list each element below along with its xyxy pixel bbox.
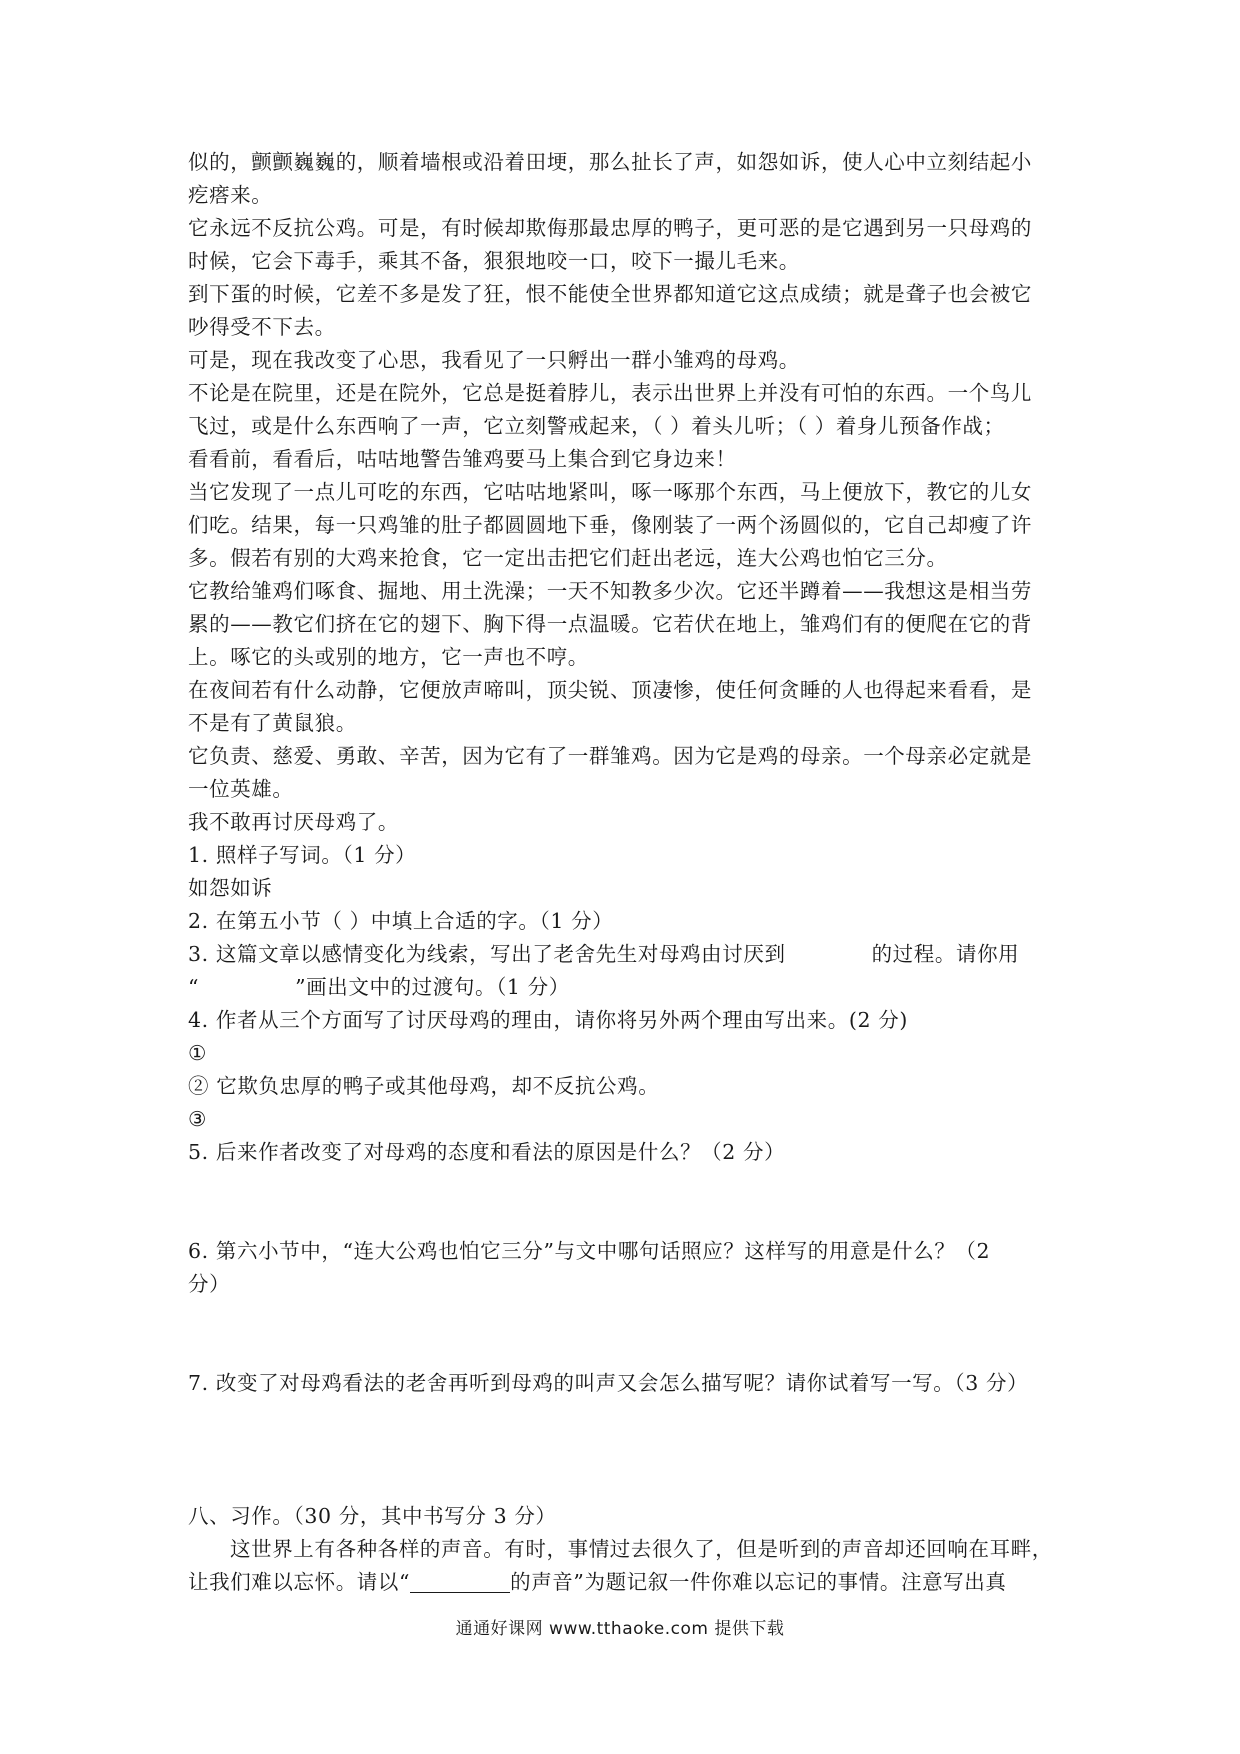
question-6: 6. 第六小节中，“连大公鸡也怕它三分”与文中哪句话照应？这样写的用意是什么？（2 (188, 1239, 991, 1263)
open-quote: “ (188, 975, 200, 999)
question-3-text: 3. 这篇文章以感情变化为线索，写出了老舍先生对母鸡由讨厌到 (188, 942, 786, 966)
composition-prompt-line: 这世界上有各种各样的声音。有时，事情过去很久了，但是听到的声音却还回响在耳畔， (230, 1537, 1053, 1561)
questions (188, 839, 1060, 1500)
question-3-line-2 (188, 971, 1060, 1004)
question-7: 7. 改变了对母鸡看法的老舍再听到母鸡的叫声又会怎么描写呢？请你试着写一写。（3 分） (188, 1371, 1029, 1395)
passage-line: 它教给雏鸡们啄食、掘地、用土洗澡；一天不知教多少次。它还半蹲着——我想这是相当劳 (188, 579, 1032, 603)
question-3 (188, 938, 1060, 971)
question-3-text-end: ”画出文中的过渡句。（1 分） (295, 975, 570, 999)
question-4: 4. 作者从三个方面写了讨厌母鸡的理由，请你将另外两个理由写出来。(2 分) (188, 1008, 908, 1032)
question-4-option-1: ① (188, 1041, 207, 1065)
passage-line: 多。假若有别的大鸡来抢食，它一定出击把它们赶出老远，连大公鸡也怕它三分。 (188, 546, 948, 570)
answer-area[interactable] (188, 1169, 1060, 1235)
exam-page (188, 146, 1060, 1599)
passage-line: 当它发现了一点儿可吃的东西，它咕咕地紧叫，啄一啄那个东西，马上便放下，教它的儿女 (188, 480, 1032, 504)
passage-line: 它永远不反抗公鸡。可是，有时候却欺侮那最忠厚的鸭子，更可恶的是它遇到另一只母鸡的 (188, 216, 1032, 240)
passage-line: 它负责、慈爱、勇敢、辛苦，因为它有了一群雏鸡。因为它是鸡的母亲。一个母亲必定就是 (188, 744, 1032, 768)
page-footer: 通通好课网 www.tthaoke.com 提供下载 (455, 1619, 785, 1639)
passage-line: 在夜间若有什么动静，它便放声啼叫，顶尖锐、顶凄惨，使任何贪睡的人也得起来看看，是 (188, 678, 1032, 702)
question-5: 5. 后来作者改变了对母鸡的态度和看法的原因是什么？（2 分） (188, 1140, 786, 1164)
passage-line: 不是有了黄鼠狼。 (188, 711, 357, 735)
composition-prompt-line (188, 1566, 1060, 1599)
composition-heading: 八、习作。（30 分，其中书写分 3 分） (188, 1504, 557, 1528)
question-6-cont: 分） (188, 1272, 231, 1296)
composition-prompt-text-cont: 的声音”为题记叙一件你难以忘记的事情。注意写出真 (510, 1570, 1007, 1594)
answer-area[interactable] (188, 1400, 1060, 1500)
passage-line: 飞过，或是什么东西响了一声，它立刻警戒起来，（ ）着头儿听；（ ）着身儿预备作战； (188, 414, 1005, 438)
question-3-text-cont: 的过程。请你用 (871, 942, 1020, 966)
passage-line: 一位英雄。 (188, 777, 294, 801)
composition-prompt-text: 让我们难以忘怀。请以“ (188, 1570, 411, 1594)
question-1: 1. 照样子写词。（1 分） (188, 843, 417, 867)
question-4-option-3: ③ (188, 1107, 207, 1131)
question-2: 2. 在第五小节（ ）中填上合适的字。（1 分） (188, 909, 614, 933)
passage-line: 看看前，看看后，咕咕地警告雏鸡要马上集合到它身边来！ (188, 447, 737, 471)
passage-line: 们吃。结果，每一只鸡雏的肚子都圆圆地下垂，像刚装了一两个汤圆似的，它自己却瘦了许 (188, 513, 1032, 537)
passage-line: 吵得受不下去。 (188, 315, 336, 339)
question-4-option-2: ② 它欺负忠厚的鸭子或其他母鸡，却不反抗公鸡。 (188, 1074, 660, 1098)
passage-line: 上。啄它的头或别的地方，它一声也不哼。 (188, 645, 589, 669)
composition-section (188, 1500, 1060, 1599)
passage-line: 时候，它会下毒手，乘其不备，狠狠地咬一口，咬下一撮儿毛来。 (188, 249, 800, 273)
passage-line: 累的——教它们挤在它的翅下、胸下得一点温暖。它若伏在地上，雏鸡们有的便爬在它的背 (188, 612, 1032, 636)
passage-line: 到下蛋的时候，它差不多是发了狂，恨不能使全世界都知道它这点成绩；就是聋子也会被它 (188, 282, 1032, 306)
passage-line: 不论是在院里，还是在院外，它总是挺着脖儿，表示出世界上并没有可怕的东西。一个鸟儿 (188, 381, 1032, 405)
title-blank[interactable] (410, 1570, 510, 1593)
passage-line: 似的，颤颤巍巍的，顺着墙根或沿着田埂，那么扯长了声，如怨如诉，使人心中立刻结起小 (188, 150, 1032, 174)
reading-passage (188, 146, 1060, 839)
question-1-example: 如怨如诉 (188, 876, 273, 900)
passage-line: 疙瘩来。 (188, 183, 273, 207)
answer-area[interactable] (188, 1301, 1060, 1367)
passage-line: 我不敢再讨厌母鸡了。 (188, 810, 399, 834)
passage-line: 可是，现在我改变了心思，我看见了一只孵出一群小雏鸡的母鸡。 (188, 348, 800, 372)
